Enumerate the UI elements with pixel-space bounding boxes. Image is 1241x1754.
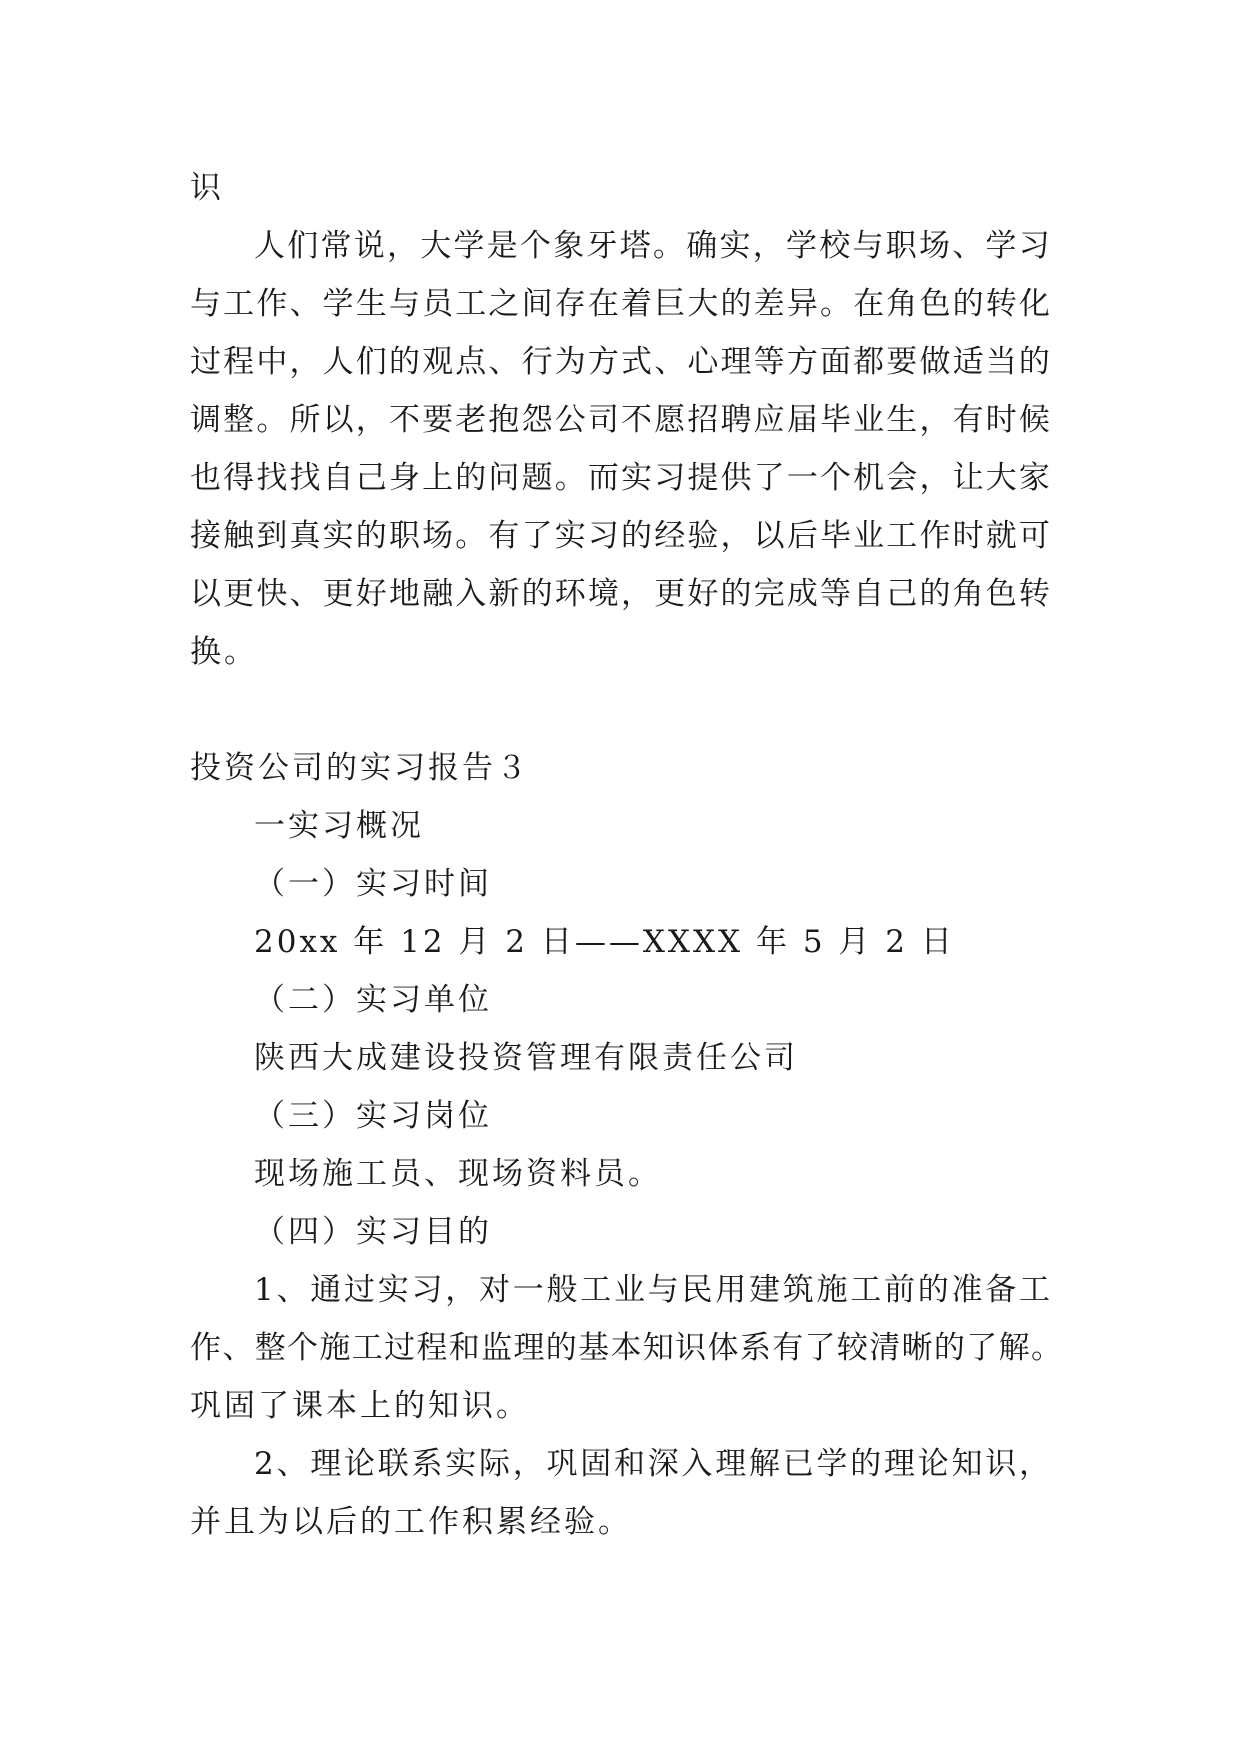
text-line: 识	[190, 170, 224, 206]
paragraph-line: 作 、 整 个 施 工 过 程 和 监 理 的 基 本 知 识 体 系 有 了 较 清 晰 的 了 解 。	[190, 1330, 1062, 1366]
paragraph-line: 1 、 通 过 实 习 ， 对 一 般 工 业 与 民 用 建 筑 施 工 前 的 准 备 工	[254, 1272, 1050, 1308]
subsection-heading: （三）实习岗位	[254, 1098, 492, 1134]
paragraph-line: 以 更 快 、 更 好 地 融 入 新 的 环 境 ， 更 好 的 完 成 等 自 己 的 角 色 转	[190, 576, 1050, 612]
paragraph-line: 与 工 作 、 学 生 与 员 工 之 间 存 在 着 巨 大 的 差 异 。 在 角 色 的 转 化	[190, 286, 1050, 322]
paragraph-line: 调 整 。 所 以 ， 不 要 老 抱 怨 公 司 不 愿 招 聘 应 届 毕 业 生 ， 有 时 候	[190, 402, 1050, 438]
subsection-heading: （四）实习目的	[254, 1214, 492, 1250]
subsection-heading: （一）实习时间	[254, 866, 492, 902]
subsection-heading: （二）实习单位	[254, 982, 492, 1018]
paragraph-line: 并且为以后的工作积累经验。	[190, 1504, 632, 1540]
section-title: 投资公司的实习报告３	[190, 750, 530, 786]
paragraph-line: 人 们 常 说 ， 大 学 是 个 象 牙 塔 。 确 实 ， 学 校 与 职 场 、 学 习	[254, 228, 1050, 264]
paragraph-line: 过 程 中 ， 人 们 的 观 点 、 行 为 方 式 、 心 理 等 方 面 都 要 做 适 当 的	[190, 344, 1050, 380]
paragraph-line: 巩固了课本上的知识。	[190, 1388, 530, 1424]
text-line: 20xx 年 12 月 2 日——XXXX 年 5 月 2 日	[254, 924, 955, 960]
text-line: 现场施工员、现场资料员。	[254, 1156, 662, 1192]
paragraph-line: 换。	[190, 634, 258, 670]
paragraph-line: 2 、 理 论 联 系 实 际 ， 巩 固 和 深 入 理 解 已 学 的 理 论 知 识 ，	[254, 1446, 1050, 1482]
paragraph-line: 接 触 到 真 实 的 职 场 。 有 了 实 习 的 经 验 ， 以 后 毕 业 工 作 时 就 可	[190, 518, 1050, 554]
text-line: 陕西大成建设投资管理有限责任公司	[254, 1040, 798, 1076]
paragraph-line: 也 得 找 找 自 己 身 上 的 问 题 。 而 实 习 提 供 了 一 个 机 会 ， 让 大 家	[190, 460, 1050, 496]
section-heading: 一实习概况	[254, 808, 424, 844]
